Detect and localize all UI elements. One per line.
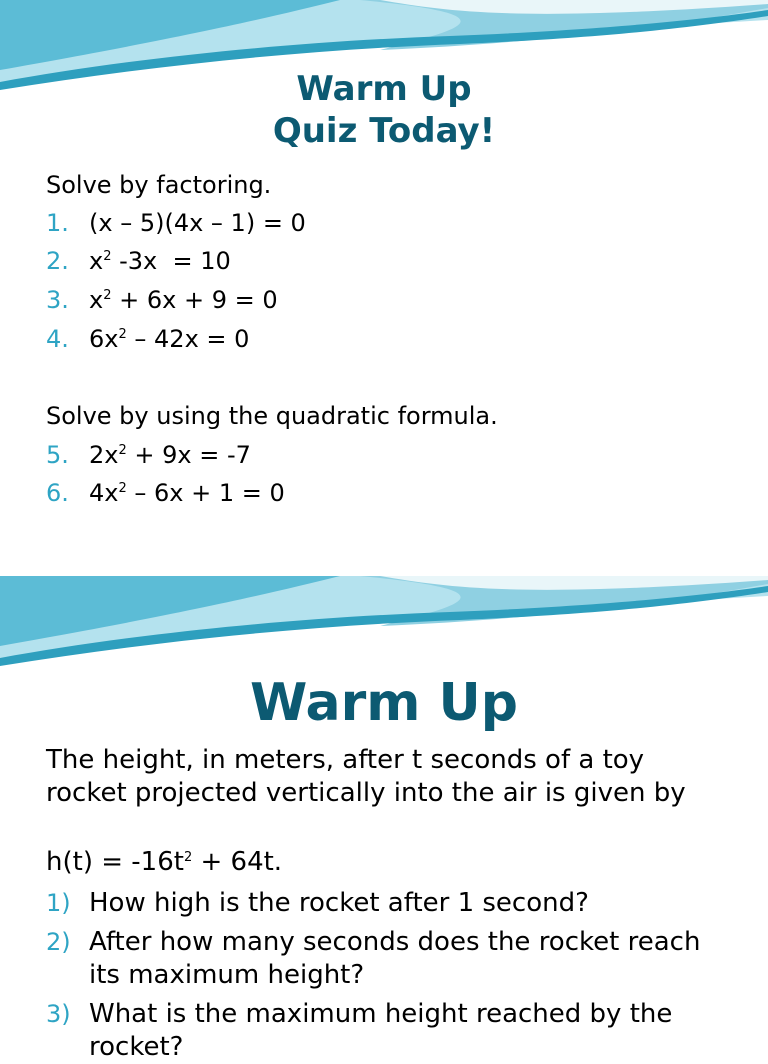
list-item-number: 4. — [46, 325, 69, 353]
list-item-equation: $4x^2 - 6x + 1 = 0$ — [89, 479, 285, 507]
list-item-number: 2. — [46, 247, 69, 275]
question-number: 3) — [46, 1000, 71, 1028]
title-line-2: Quiz Today! — [272, 111, 496, 151]
question-text: After how many seconds does the rocket reach its maximum height? — [89, 927, 701, 990]
list-item-equation: (x – 5)(4x – 1) = 0 — [89, 209, 306, 237]
factoring-heading: Solve by factoring. — [46, 171, 272, 199]
list-item-number: 6. — [46, 479, 69, 507]
list-item-number: 5. — [46, 441, 69, 469]
question-number: 2) — [46, 928, 71, 956]
question-text: What is the maximum height reached by the rocket? — [89, 999, 673, 1062]
list-item-number: 1. — [46, 209, 69, 237]
slide-1-title — [0, 68, 768, 152]
question-text: How high is the rocket after 1 second? — [89, 888, 589, 918]
slide-2-title: Warm Up — [250, 673, 518, 733]
list-item-equation: $x^2$ -3x = 10 — [89, 247, 231, 275]
height-formula: $h(t) = -16t^2 + 64t$. — [46, 847, 283, 877]
list-item-equation: $6x^2 - 42x = 0$ — [89, 325, 250, 353]
quadratic-heading: Solve by using the quadratic formula. — [46, 402, 498, 430]
list-item-equation: $2x^2 + 9x = -7$ — [89, 441, 251, 469]
wave-header-decoration — [0, 576, 768, 672]
question-number: 1) — [46, 889, 71, 917]
list-item-number: 3. — [46, 286, 69, 314]
problem-paragraph: The height, in meters, after t seconds of a toy rocket projected vertically into the air is given by — [46, 745, 686, 808]
list-item-equation: $x^2 + 6x + 9 = 0$ — [89, 286, 278, 314]
title-line-1: Warm Up — [296, 69, 472, 109]
